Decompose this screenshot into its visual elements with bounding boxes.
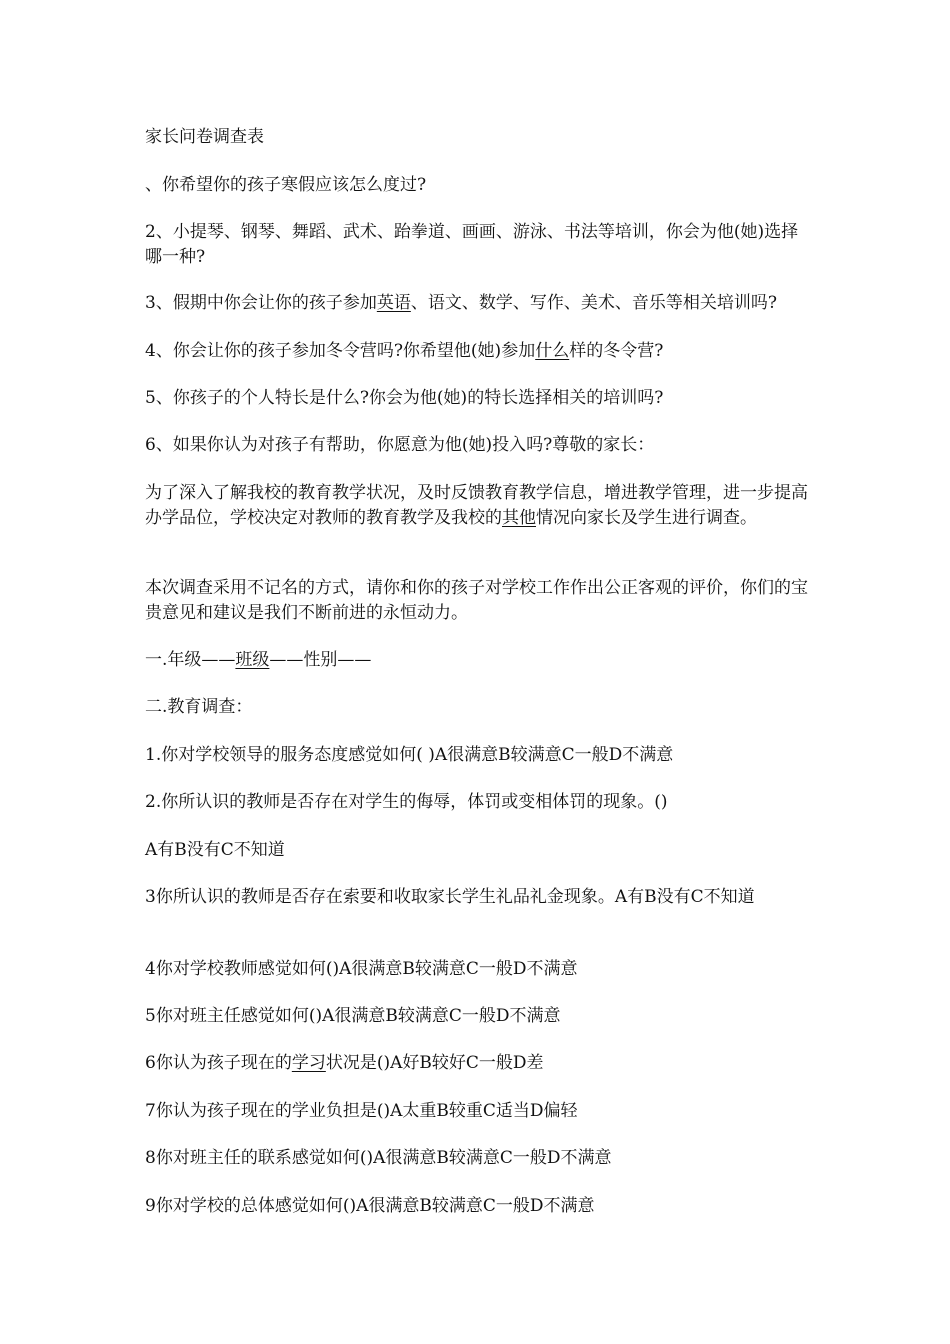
document-title: 家长问卷调查表 — [145, 127, 264, 147]
question-4-text-before: 4、你会让你的孩子参加冬令营吗?你希望他(她)参加 — [145, 341, 536, 361]
survey-item-2-options: A有B没有C不知道 — [145, 840, 285, 860]
intro-paragraph-2: 本次调查采用不记名的方式，请你和你的孩子对学校工作作出公正客观的评价，你们的宝贵意见和建议是我们不断前进的永恒动力。 — [145, 578, 808, 623]
survey-item-6-text-before: 6你认为孩子现在的 — [145, 1053, 292, 1073]
survey-item-8: 8你对班主任的联系感觉如何()A很满意B较满意C一般D不满意 — [145, 1148, 612, 1168]
section-1-text-after: ——性别—— — [269, 650, 372, 670]
question-3-text-after: 、语文、数学、写作、美术、音乐等相关培训吗? — [410, 293, 777, 313]
survey-item-9: 9你对学校的总体感觉如何()A很满意B较满意C一般D不满意 — [145, 1196, 595, 1216]
link-other[interactable]: 其他 — [502, 508, 536, 528]
survey-item-4: 4你对学校教师感觉如何()A很满意B较满意C一般D不满意 — [145, 959, 578, 979]
survey-item-3: 3你所认识的教师是否存在索要和收取家长学生礼品礼金现象。A有B没有C不知道 — [145, 887, 755, 907]
survey-item-2: 2.你所认识的教师是否存在对学生的侮辱，体罚或变相体罚的现象。() — [145, 792, 668, 812]
question-0: 、你希望你的孩子寒假应该怎么度过? — [145, 175, 427, 195]
question-4-text-after: 样的冬令营? — [569, 341, 664, 361]
intro-1-text-after: 情况向家长及学生进行调查。 — [536, 508, 757, 528]
question-4 — [145, 339, 813, 364]
section-1-text-before: 一.年级—— — [145, 650, 236, 670]
question-2: 2、小提琴、钢琴、舞蹈、武术、跆拳道、画画、游泳、书法等培训，你会为他(她)选择哪一种? — [145, 222, 799, 267]
question-3 — [145, 291, 813, 316]
survey-item-6-text-after: 状况是()A好B较好C一般D差 — [325, 1053, 544, 1073]
question-3-text-before: 3、假期中你会让你的孩子参加 — [145, 293, 377, 313]
question-6: 6、如果你认为对孩子有帮助，你愿意为他(她)投入吗?尊敬的家长： — [145, 435, 655, 455]
survey-item-1: 1.你对学校领导的服务态度感觉如何( )A很满意B较满意C一般D不满意 — [145, 745, 674, 765]
intro-1-text-before: 为了深入了解我校的教育教学状况，及时反馈教育教学信息，增进教学管理，进一步提高办学品位，学校决定对教师的教育教学及我校的 — [145, 483, 808, 528]
section-1-heading — [145, 648, 813, 673]
survey-item-6 — [145, 1051, 813, 1076]
intro-paragraph-1 — [145, 481, 813, 531]
link-what[interactable]: 什么 — [535, 341, 570, 361]
link-english[interactable]: 英语 — [376, 293, 411, 313]
section-2-heading: 二.教育调查： — [145, 697, 253, 717]
survey-item-7: 7你认为孩子现在的学业负担是()A太重B较重C适当D偏轻 — [145, 1101, 578, 1121]
question-5: 5、你孩子的个人特长是什么?你会为他(她)的特长选择相关的培训吗? — [145, 388, 664, 408]
link-class[interactable]: 班级 — [235, 650, 270, 670]
link-study[interactable]: 学习 — [291, 1053, 326, 1073]
survey-item-5: 5你对班主任感觉如何()A很满意B较满意C一般D不满意 — [145, 1006, 561, 1026]
